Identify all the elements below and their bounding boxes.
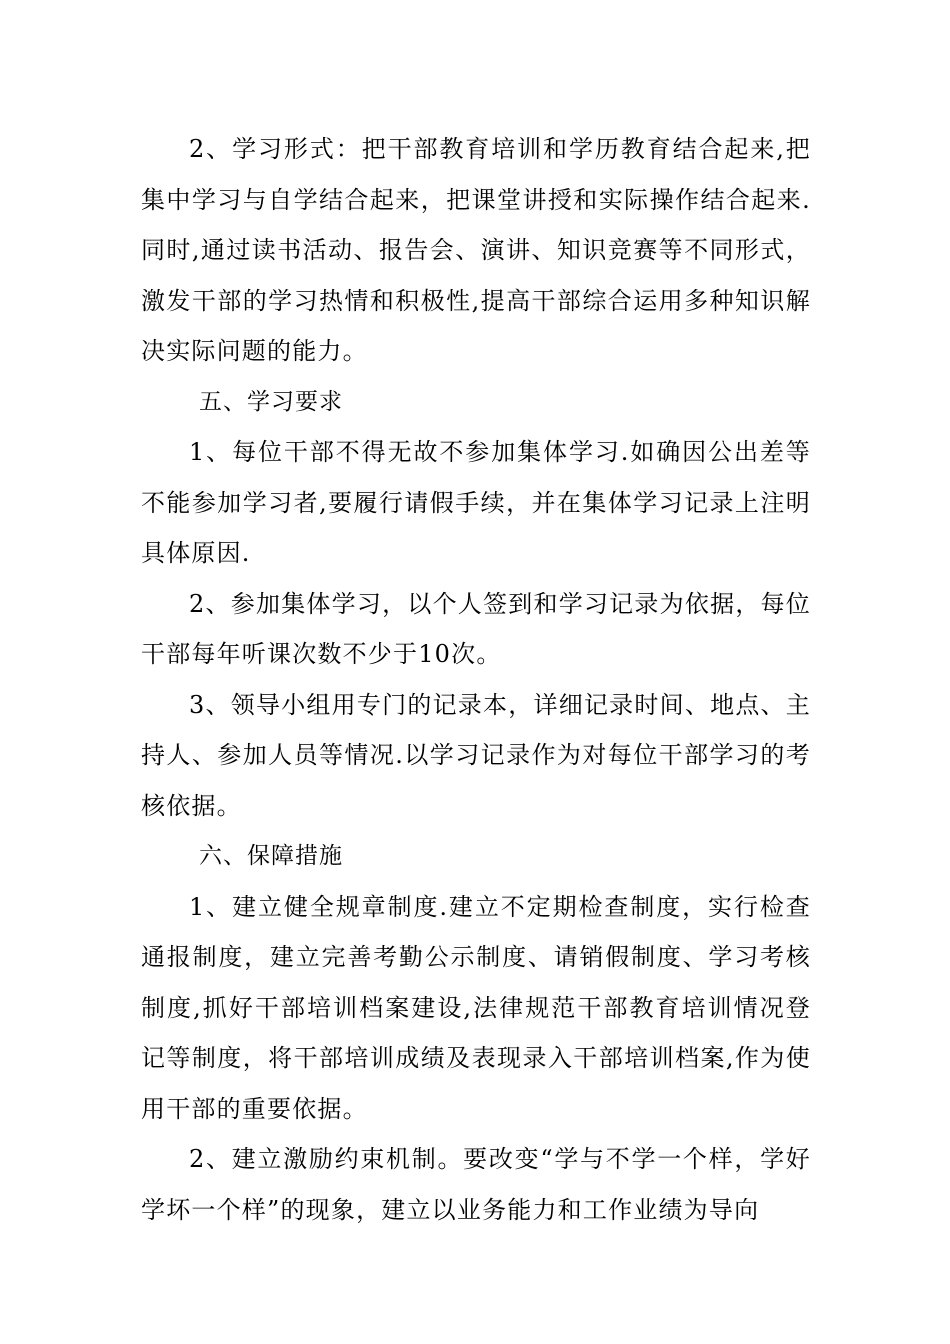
paragraph-measure-2: 2、建立激励约束机制。要改变“学与不学一个样，学好学坏一个样”的现象，建立以业务能力和工作业绩为导向 — [141, 1145, 811, 1224]
section-heading-safeguard-measures: 六、保障措施 — [199, 843, 343, 869]
document-body — [141, 124, 811, 1235]
paragraph-learning-form: 2、学习形式：把干部教育培训和学历教育结合起来,把集中学习与自学结合起来，把课堂讲授和实际操作结合起来.同时,通过读书活动、报告会、演讲、知识竞赛等不同形式，激发干部的学习热情和积极性,提高干部综合运用多种知识解决实际问题的能力。 — [141, 135, 811, 365]
paragraph-requirement-1: 1、每位干部不得无故不参加集体学习.如确因公出差等不能参加学习者,要履行请假手续，并在集体学习记录上注明具体原因. — [141, 438, 811, 567]
paragraph-requirement-3: 3、领导小组用专门的记录本，详细记录时间、地点、主持人、参加人员等情况.以学习记录作为对每位干部学习的考核依据。 — [141, 690, 811, 820]
section-heading-learning-requirements: 五、学习要求 — [199, 388, 343, 415]
paragraph-measure-1: 1、建立健全规章制度.建立不定期检查制度，实行检查通报制度，建立完善考勤公示制度、请销假制度、学习考核制度,抓好干部培训档案建设,法律规范干部教育培训情况登记等制度，将干部培训成绩及表现录入干部培训档案,作为使用干部的重要依据。 — [141, 892, 811, 1123]
paragraph-requirement-2: 2、参加集体学习，以个人签到和学习记录为依据，每位干部每年听课次数不少于10次。 — [141, 589, 811, 668]
